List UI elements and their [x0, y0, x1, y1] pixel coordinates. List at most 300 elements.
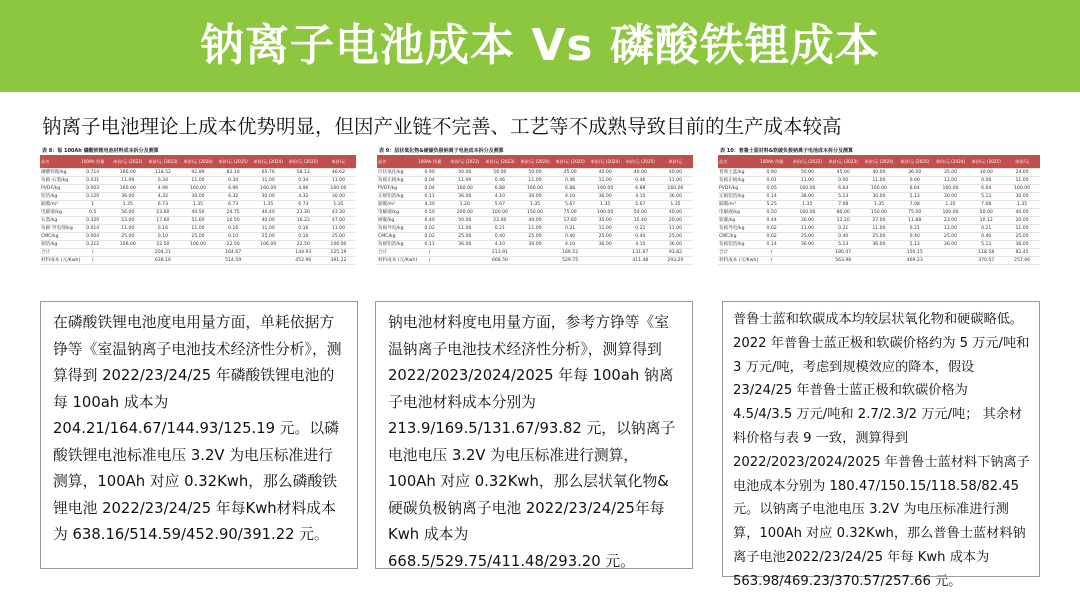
- table-cell: [180, 257, 215, 265]
- table-cell: [861, 249, 897, 257]
- table-cell: [933, 257, 969, 265]
- table-cell: 25.00: [447, 233, 482, 241]
- table-cell: 118.58: [968, 249, 1004, 257]
- table-cell: CMC/kg: [718, 233, 754, 241]
- table-cell: 106.00: [251, 241, 286, 249]
- table-cell: [790, 249, 826, 257]
- table-cell: PVDF/kg: [718, 185, 754, 193]
- table-cell: 0.003: [75, 185, 110, 193]
- table-cell: [110, 249, 145, 257]
- table-cell: 164.67: [216, 249, 251, 257]
- table-cell: 92.89: [180, 169, 215, 177]
- table-cell: 0.5: [75, 209, 110, 217]
- table-row: [377, 249, 693, 257]
- lfp-cost-textbox: [40, 301, 358, 569]
- table-row: [718, 241, 1040, 249]
- table-row: [377, 257, 693, 265]
- table-cell: 36.00: [933, 241, 969, 249]
- table-cell: 30.00: [933, 193, 969, 201]
- table-cell: 20.00: [658, 217, 693, 225]
- table-cell: [517, 249, 552, 257]
- table-cell: 0.10: [145, 233, 180, 241]
- table-cell: 160.00: [180, 185, 215, 193]
- table-cell: 5.67: [553, 201, 588, 209]
- table-cell: 82.10: [216, 169, 251, 177]
- table-header-cell: 品名: [40, 155, 75, 169]
- layered-oxide-cost-textbox: [375, 301, 693, 569]
- table-cell: 25.00: [658, 233, 693, 241]
- table-cell: 180.47: [825, 249, 861, 257]
- table-cell: 1.35: [517, 201, 552, 209]
- table-cell: /: [412, 257, 447, 265]
- table-cell: 负极-导电剂/kg: [40, 225, 75, 233]
- table-cell: 5.13: [825, 241, 861, 249]
- table-cell: 36.00: [517, 193, 552, 201]
- table-cell: 0.50: [412, 209, 447, 217]
- table-cell: 36.00: [447, 193, 482, 201]
- table-cell: 0.40: [825, 233, 861, 241]
- lfp-cost-text: 在磷酸铁锂电池度电用量方面，单耗依据方铮等《室温钠离子电池技术经济性分析》，测算得到 2022/23/24/25 年磷酸铁锂电池的每 100ah 成本为 204.21/164.67/144.93/125.19 元。以磷酸铁锂电池标准电压 3.2V 为电压标准进行测算，100Ah 对应 0.32Kwh，那么磷酸铁锂电池 2022/23/24/25 年每Kwh材料成本为 638.16/514.59/452.90/391.22 元。: [53, 314, 342, 543]
- table-cell: PVDF/kg: [377, 185, 412, 193]
- table-cell: 正极铝箔/kg: [718, 193, 754, 201]
- table-cell: 0.14: [754, 241, 790, 249]
- table-cell: 30.00: [251, 193, 286, 201]
- table-row: [40, 225, 356, 233]
- table-cell: 11.00: [861, 177, 897, 185]
- table-cell: 11.00: [1004, 225, 1040, 233]
- table-header-cell: 单价/元 (2022): [447, 155, 482, 169]
- table-cell: 1.35: [321, 201, 356, 209]
- table-cell: 0.46: [623, 177, 658, 185]
- table-cell: 82.45: [1004, 249, 1040, 257]
- table-cell: /: [412, 249, 447, 257]
- table-cell: 0.40: [553, 233, 588, 241]
- table-cell: PVDF/kg: [40, 185, 75, 193]
- table-cell: 11.00: [251, 225, 286, 233]
- table-header-cell: 单价/元 (2022): [790, 155, 826, 169]
- table-cell: 0.21: [968, 225, 1004, 233]
- table-cell: 普鲁士蓝/kg: [718, 169, 754, 177]
- table-cell: 50.00: [517, 169, 552, 177]
- table-cell: CMC/kg: [377, 233, 412, 241]
- table-row: [40, 249, 356, 257]
- table-row: [718, 193, 1040, 201]
- table-cell: 0.40: [968, 233, 1004, 241]
- table-cell: 23.30: [286, 209, 321, 217]
- table-cell: 56.00: [110, 209, 145, 217]
- table-cell: 硬碳/kg: [377, 217, 412, 225]
- table-cell: [588, 249, 623, 257]
- table-cell: 10.12: [968, 217, 1004, 225]
- table-cell: 0.320: [75, 217, 110, 225]
- table-cell: 80.00: [825, 209, 861, 217]
- table-header-cell: 单价/元 (2025): [897, 155, 933, 169]
- table-header-cell: 单价/元 (2025): [553, 155, 588, 169]
- table-cell: 4.32: [145, 193, 180, 201]
- table-cell: 20.00: [1004, 217, 1040, 225]
- table-cell: 40.00: [251, 217, 286, 225]
- table-cell: 53.00: [110, 217, 145, 225]
- table-cell: 4.32: [286, 193, 321, 201]
- table-cell: 35.00: [588, 217, 623, 225]
- table-cell: 6.64: [897, 185, 933, 193]
- table-cell: [790, 257, 826, 265]
- table-cell: 40.00: [588, 169, 623, 177]
- table-cell: 材料成本 (元/Kwh): [719, 258, 759, 263]
- table-cell: 电解液/kg: [718, 209, 754, 217]
- table-row: [718, 177, 1040, 185]
- table-cell: 0.00: [968, 177, 1004, 185]
- table-cell: 36.00: [588, 193, 623, 201]
- table-cell: 213.91: [482, 249, 517, 257]
- table-cell: 5.13: [897, 241, 933, 249]
- table-cell: 106.00: [321, 241, 356, 249]
- table-header-cell: 单价/元 (2024): [933, 155, 969, 169]
- table-cell: 合计: [40, 249, 75, 257]
- table-cell: 27.00: [861, 217, 897, 225]
- table-cell: 6.64: [825, 185, 861, 193]
- table-row: [40, 217, 356, 225]
- table-cell: 0.04: [412, 185, 447, 193]
- table-cell: 40.00: [658, 209, 693, 217]
- table-cell: 11.00: [180, 225, 215, 233]
- prussian-blue-cost-table-image: [718, 147, 1040, 289]
- table-header-cell: 单价/元 (2024): [517, 155, 552, 169]
- table-cell: [933, 249, 969, 257]
- table-cell: 1.35: [933, 201, 969, 209]
- table-cell: 0.02: [412, 225, 447, 233]
- table-cell: 0.16: [145, 225, 180, 233]
- table-cell: 370.57: [968, 257, 1004, 265]
- table-cell: 11.00: [933, 225, 969, 233]
- table-cell: 17.60: [145, 217, 180, 225]
- table-cell: /: [754, 249, 790, 257]
- table-row: [718, 209, 1040, 217]
- table-cell: 50.00: [623, 209, 658, 217]
- table-cell: 43.30: [321, 209, 356, 217]
- table-header-cell: 100Ah 用量: [754, 155, 790, 169]
- table-cell: 0.11: [412, 241, 447, 249]
- table-header-cell: 单价/元: [658, 155, 693, 169]
- table-cell: 25.00: [588, 233, 623, 241]
- table-cell: 24.75: [216, 209, 251, 217]
- table-cell: 22.50: [286, 241, 321, 249]
- table-cell: 25.00: [251, 233, 286, 241]
- table-header-cell: 单价/元 (2023): [825, 155, 861, 169]
- table-cell: 11.00: [790, 225, 826, 233]
- table-cell: 电解液/kg: [40, 209, 75, 217]
- table-cell: 6.73: [286, 201, 321, 209]
- table-cell: 6.64: [968, 185, 1004, 193]
- table-cell: 452.90: [286, 257, 321, 265]
- table-cell: 668.50: [482, 257, 517, 265]
- table-cell: 6.88: [482, 185, 517, 193]
- table-cell: 30.00: [180, 193, 215, 201]
- table-row: [718, 233, 1040, 241]
- table-cell: 204.21: [145, 249, 180, 257]
- table-cell: 160.00: [321, 185, 356, 193]
- table-cell: 1.35: [588, 201, 623, 209]
- table-cell: 22.00: [482, 217, 517, 225]
- table-cell: 6.88: [553, 185, 588, 193]
- table-cell: 35.00: [933, 169, 969, 177]
- table-header-row: [718, 155, 1040, 169]
- table-cell: 软碳/kg: [718, 217, 754, 225]
- table-cell: 15.40: [623, 217, 658, 225]
- table-row: [718, 201, 1040, 209]
- prussian-blue-cost-text: 普鲁士蓝和软碳成本均较层状氧化物和硬碳略低。2022 年普鲁士蓝正极和软碳价格约为 5 万元/吨和 3 万元/吨，考虑到规模效应的降本，假设 23/24/25 年普鲁士蓝正极和软碳价格为 4.5/4/3.5 万元/吨和 2.7/2.3/2 万元/吨； 其余材料价格与表 9 一致，测算得到 2022/2023/2024/2025 年普鲁士蓝材料下钠离子电池成本分别为 180.47/150.15/118.58/82.45 元。以钠离子电池电压 3.2V 为电压标准进行测算，100Ah 对应 0.32Kwh，那么普鲁士蓝材料钠离子电池2022/23/24/25 年每 Kwh 成本为 563.98/469.23/370.57/257.66 元。: [733, 312, 1030, 589]
- table-cell: 160.00: [110, 185, 145, 193]
- table-cell: 0.50: [754, 209, 790, 217]
- table-cell: 47.00: [321, 217, 356, 225]
- table-cell: 0.34: [145, 177, 180, 185]
- table-cell: 5.67: [482, 201, 517, 209]
- table-cell: 25.00: [180, 233, 215, 241]
- table-cell: 293.20: [658, 257, 693, 265]
- table-cell: [447, 249, 482, 257]
- table-cell: [110, 257, 145, 265]
- table-cell: 40.40: [251, 209, 286, 217]
- table-cell: 隔膜/m²: [377, 201, 412, 209]
- table-cell: 50.00: [447, 169, 482, 177]
- table-cell: 50.00: [790, 169, 826, 177]
- table-cell: [251, 257, 286, 265]
- table-cell: 4.10: [553, 193, 588, 201]
- table-cell: 200.00: [447, 209, 482, 217]
- table-cell: 36.00: [110, 193, 145, 201]
- table-header-row: [40, 155, 356, 169]
- table-cell: 4.96: [286, 185, 321, 193]
- table-cell: 11.00: [790, 177, 826, 185]
- table-cell: 0.34: [286, 177, 321, 185]
- table-cell: 25.00: [861, 233, 897, 241]
- table-cell: 106.00: [110, 241, 145, 249]
- table-cell: 16.50: [216, 217, 251, 225]
- table-cell: 75.00: [553, 209, 588, 217]
- table-cell: 30.00: [1004, 193, 1040, 201]
- table-cell: 0.014: [75, 225, 110, 233]
- table-cell: 材料成本 (元/Kwh): [378, 258, 418, 263]
- table-row: [377, 177, 693, 185]
- table-header-cell: 单价/元: [321, 155, 356, 169]
- table-cell: 160.00: [861, 185, 897, 193]
- table-cell: 4.30: [412, 201, 447, 209]
- table-cell: 1.20: [447, 201, 482, 209]
- table-cell: 5.13: [968, 241, 1004, 249]
- table-cell: 4.10: [623, 193, 658, 201]
- table-caption: 表 10：普鲁士蓝材料&软碳负极钠离子电池成本拆分及测算: [720, 148, 854, 154]
- table-cell: 4.96: [216, 185, 251, 193]
- table-cell: 45.00: [825, 169, 861, 177]
- table-cell: 1.35: [658, 201, 693, 209]
- table-cell: 0.44: [754, 217, 790, 225]
- table-row: [718, 169, 1040, 177]
- table-cell: 0.031: [75, 177, 110, 185]
- table-cell: 4.10: [482, 193, 517, 201]
- table-cell: 160.00: [933, 185, 969, 193]
- table-cell: 50.00: [447, 217, 482, 225]
- table-cell: 负极铝箔/kg: [718, 241, 754, 249]
- table-caption: 表 8：每 100Ah 磷酸铁锂电池材料成本拆分及测算: [42, 148, 159, 154]
- table-cell: 1.35: [1004, 201, 1040, 209]
- table-cell: 23.60: [145, 209, 180, 217]
- cost-table: [377, 155, 693, 265]
- table-cell: 93.82: [658, 249, 693, 257]
- table-cell: 0.21: [553, 225, 588, 233]
- table-cell: 7.08: [897, 201, 933, 209]
- table-cell: 0.40: [623, 233, 658, 241]
- table-cell: 11.00: [933, 177, 969, 185]
- table-cell: 11.00: [658, 177, 693, 185]
- table-cell: 30.00: [790, 217, 826, 225]
- table-cell: 0.46: [482, 177, 517, 185]
- table-cell: 0.90: [412, 169, 447, 177]
- table-cell: 11.00: [517, 225, 552, 233]
- table-cell: 0.16: [216, 225, 251, 233]
- table-cell: 22.50: [216, 241, 251, 249]
- table-cell: [251, 249, 286, 257]
- table-cell: 负极-石墨/kg: [40, 177, 75, 185]
- table-cell: 257.66: [1004, 257, 1040, 265]
- table-cell: 负极导电/kg: [377, 225, 412, 233]
- table-row: [40, 193, 356, 201]
- table-header-cell: 单价/元 (2024): [180, 155, 215, 169]
- table-header-cell: 单价/元 (2023): [482, 155, 517, 169]
- table-cell: 11.00: [321, 177, 356, 185]
- table-cell: 0.04: [412, 177, 447, 185]
- table-cell: 25.00: [933, 233, 969, 241]
- table-cell: [180, 249, 215, 257]
- table-cell: 160.00: [790, 185, 826, 193]
- table-row: [40, 201, 356, 209]
- table-cell: 30.00: [861, 193, 897, 201]
- table-cell: 40.50: [180, 209, 215, 217]
- table-cell: 0.02: [754, 233, 790, 241]
- table-header-cell: 品名: [377, 155, 412, 169]
- table-cell: 36.00: [658, 241, 693, 249]
- table-cell: /: [75, 249, 110, 257]
- table-cell: [447, 257, 482, 265]
- table-cell: 1.35: [251, 201, 286, 209]
- table-header-cell: 单价/元 (2025): [623, 155, 658, 169]
- table-row: [40, 209, 356, 217]
- table-cell: 6.88: [623, 185, 658, 193]
- table-cell: 电解液/kg: [377, 209, 412, 217]
- table-cell: 0.00: [825, 177, 861, 185]
- table-cell: 7.08: [968, 201, 1004, 209]
- table-cell: 0.21: [623, 225, 658, 233]
- table-cell: 36.00: [447, 241, 482, 249]
- table-cell: 0.90: [754, 169, 790, 177]
- table-cell: 5.13: [968, 193, 1004, 201]
- table-cell: 材料成本 (元/Kwh): [41, 258, 81, 263]
- table-cell: 36.00: [1004, 241, 1040, 249]
- table-cell: 0.46: [553, 177, 588, 185]
- table-cell: 正极铝箔/kg: [377, 193, 412, 201]
- cost-table: [718, 155, 1040, 265]
- table-header-row: [377, 155, 693, 169]
- table-cell: 125.19: [321, 249, 356, 257]
- table-cell: 169.52: [553, 249, 588, 257]
- table-cell: 5.25: [754, 201, 790, 209]
- table-cell: 11.00: [588, 177, 623, 185]
- table-cell: 0.40: [897, 233, 933, 241]
- table-cell: 0.34: [216, 177, 251, 185]
- table-cell: 0.01: [754, 177, 790, 185]
- table-cell: 1.35: [790, 201, 826, 209]
- table-cell: 0.11: [412, 193, 447, 201]
- table-cell: 负极导电/kg: [718, 225, 754, 233]
- table-cell: 160.00: [251, 185, 286, 193]
- table-cell: 4.32: [216, 193, 251, 201]
- table-cell: 40.00: [861, 169, 897, 177]
- table-cell: 150.00: [517, 209, 552, 217]
- page-subtitle: 钠离子电池理论上成本优势明显，但因产业链不完善、工艺等不成熟导致目前的生产成本较高: [42, 115, 842, 138]
- table-cell: 11.00: [861, 225, 897, 233]
- table-cell: [517, 257, 552, 265]
- table-cell: 5.13: [897, 193, 933, 201]
- table-cell: 6.73: [216, 201, 251, 209]
- table-cell: 30.00: [968, 169, 1004, 177]
- table-cell: 11.00: [517, 177, 552, 185]
- table-cell: 75.00: [897, 209, 933, 217]
- table-row: [718, 217, 1040, 225]
- table-cell: 166.00: [110, 169, 145, 177]
- table-cell: 0.16: [286, 225, 321, 233]
- table-cell: 17.60: [553, 217, 588, 225]
- table-cell: 411.48: [623, 257, 658, 265]
- table-header-cell: 单价/元 (2024): [588, 155, 623, 169]
- table-cell: 1.35: [180, 201, 215, 209]
- table-cell: 150.15: [897, 249, 933, 257]
- table-cell: 100.00: [933, 209, 969, 217]
- table-cell: 36.00: [861, 241, 897, 249]
- table-row: [40, 185, 356, 193]
- table-row: [40, 241, 356, 249]
- table-row: [377, 241, 693, 249]
- table-cell: 0.10: [216, 233, 251, 241]
- table-header-cell: 单价/元 (2024): [251, 155, 286, 169]
- table-cell: 514.59: [216, 257, 251, 265]
- table-cell: 0.05: [754, 185, 790, 193]
- table-row: [718, 249, 1040, 257]
- table-cell: [861, 257, 897, 265]
- table-cell: 106.00: [180, 241, 215, 249]
- table-cell: 50.00: [968, 209, 1004, 217]
- table-header-cell: 单价/元 (2025): [286, 155, 321, 169]
- table-row: [718, 257, 1040, 265]
- table-row: [377, 233, 693, 241]
- table-cell: 0.21: [897, 225, 933, 233]
- table-cell: 隔膜/m²: [718, 201, 754, 209]
- table-header-cell: 单价/元 (2022): [110, 155, 145, 169]
- table-row: [718, 185, 1040, 193]
- table-header-cell: 单价/元 (2023): [145, 155, 180, 169]
- table-cell: 160.00: [588, 185, 623, 193]
- table-cell: 合计: [718, 249, 754, 257]
- table-cell: 40.00: [517, 217, 552, 225]
- table-cell: 16.22: [286, 217, 321, 225]
- table-cell: 铜箔/kg: [40, 241, 75, 249]
- table-cell: 13.20: [825, 217, 861, 225]
- table-cell: 40.00: [658, 169, 693, 177]
- table-cell: 0.14: [754, 193, 790, 201]
- layered-oxide-cost-text: 钠电池材料度电用量方面，参考方铮等《室温钠离子电池技术经济性分析》，测算得到 2022/2023/2024/2025 年每 100ah 钠离子电池材料成本分别为 213.9/169.5/131.67/93.82 元，以钠离子电池电压 3.2V 为电压标准进行测算，100Ah 对应 0.32Kwh，那么层状氧化物&硬碳负极钠离子电池 2022/23/24/25年每 Kwh 成本为 668.5/529.75/411.48/293.20 元。: [388, 314, 676, 570]
- table-cell: 11.00: [180, 177, 215, 185]
- table-cell: 46.62: [321, 169, 356, 177]
- table-cell: 144.93: [286, 249, 321, 257]
- table-row: [718, 225, 1040, 233]
